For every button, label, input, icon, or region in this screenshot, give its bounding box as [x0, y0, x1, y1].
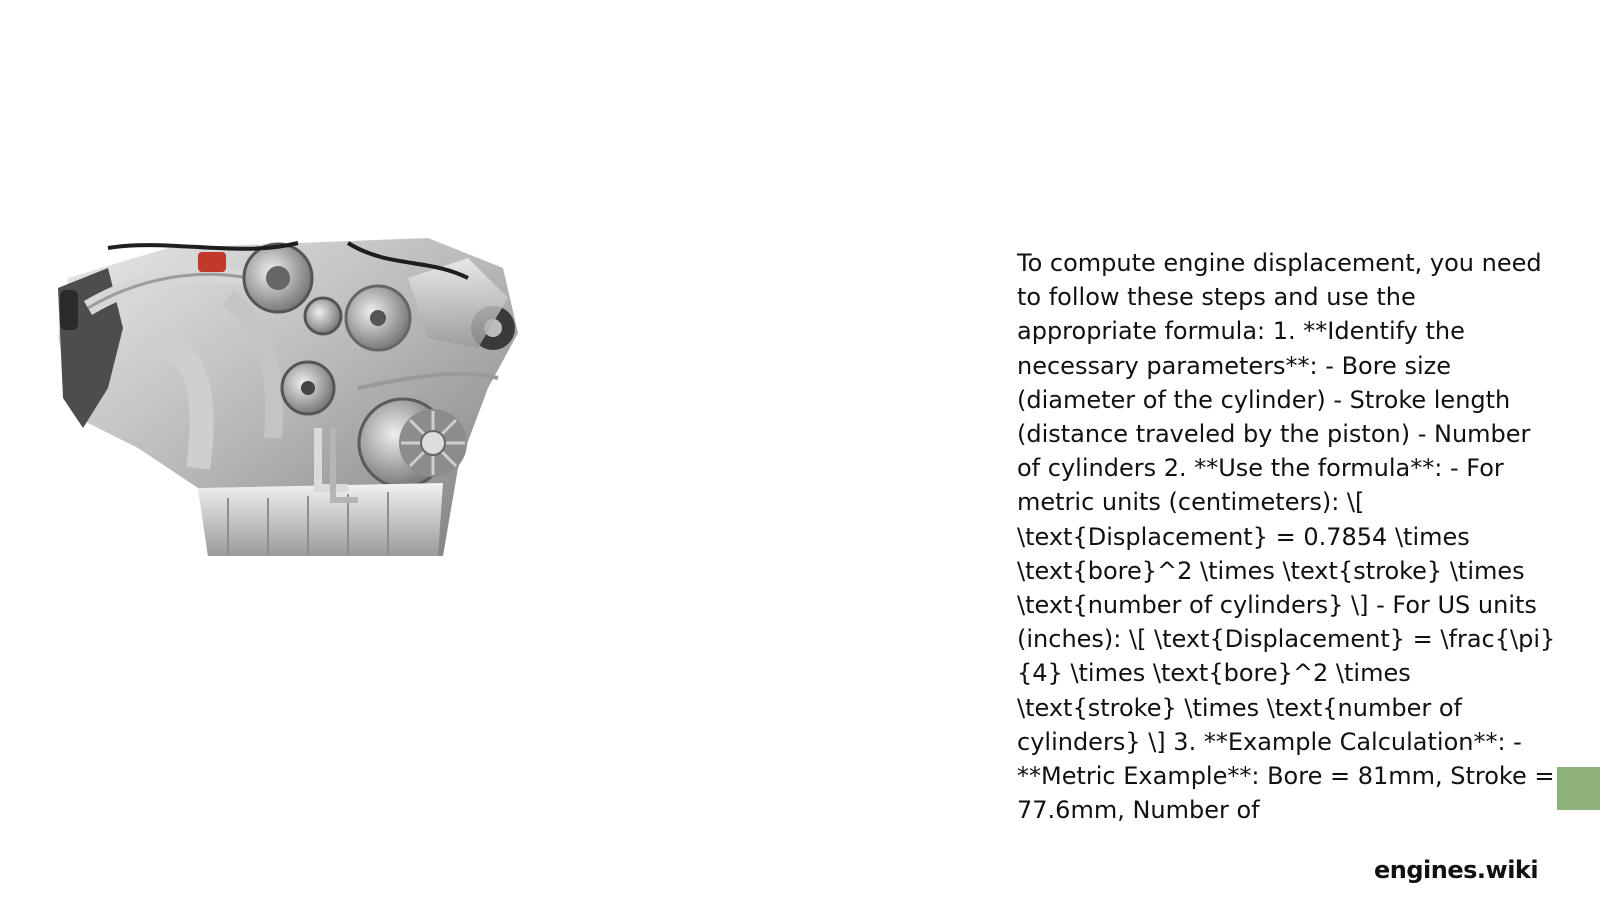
brand-label: engines.wiki [1374, 856, 1539, 884]
body-text: To compute engine displacement, you need to follow these steps and use the appropriate formula: 1. **Identify the necessary parameters**: - Bore size (diameter of the cylinder) - Stroke length (distance traveled by the piston) - Number of cylinders 2. **Use the formula**: - For metric units (centimeters): \[ \text{Displacement} = 0.7854 \times \text{bore}^2 \times \text{stroke} \times \text{number of cylinders} \] - For US units (inches): \[ \text{Displacement} = \frac{\pi}{4} \times \text{bore}^2 \times \text{stroke} \times \text{number of cylinders} \] 3. **Example Calculation**: - **Metric Example**: Bore = 81mm, Stroke = 77.6mm, Number of [1017, 249, 1556, 825]
accent-tab [1557, 767, 1600, 810]
engine-image [48, 238, 528, 556]
